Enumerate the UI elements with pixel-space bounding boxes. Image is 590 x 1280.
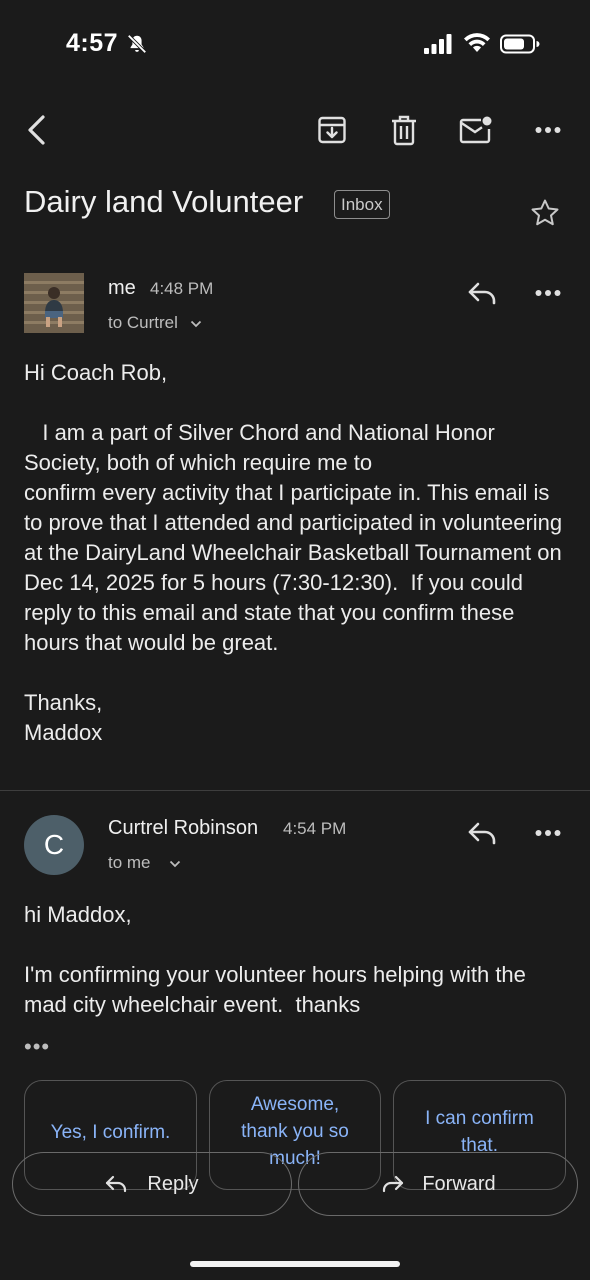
smart-reply-chip[interactable]: Yes, I confirm. <box>24 1080 197 1190</box>
message-more-icon[interactable] <box>528 278 568 308</box>
reply-button[interactable] <box>12 1152 292 1216</box>
chevron-down-icon <box>190 320 202 328</box>
email-subject: Dairy land Volunteer <box>24 184 304 219</box>
archive-icon[interactable] <box>312 112 352 148</box>
status-time: 4:57 <box>66 29 119 57</box>
profile-photo-icon <box>24 273 84 333</box>
reply-icon <box>105 1175 129 1193</box>
show-trimmed-content-button[interactable]: ••• <box>24 1034 51 1059</box>
battery-icon <box>500 34 540 54</box>
inbox-label-badge[interactable]: Inbox <box>334 190 390 219</box>
sender-name: Curtrel Robinson <box>108 817 259 839</box>
star-icon[interactable] <box>528 196 562 230</box>
mark-unread-icon[interactable] <box>456 112 496 148</box>
message-body: hi Maddox, I'm confirming your volunteer hours helping with the mad city wheelchair event. thanks <box>24 902 526 1017</box>
chevron-down-icon <box>169 860 181 868</box>
recipient-label: to me <box>108 853 151 872</box>
reply-button-label: Reply <box>147 1172 199 1195</box>
smart-reply-chip[interactable]: I can confirm that. <box>393 1080 566 1190</box>
forward-button[interactable] <box>298 1152 578 1216</box>
cellular-signal-icon <box>424 34 452 54</box>
message-more-icon[interactable] <box>528 818 568 848</box>
smart-reply-chip[interactable]: Awesome, thank you so much! <box>209 1080 381 1190</box>
recipient-details-toggle[interactable] <box>108 313 202 333</box>
message-body: Hi Coach Rob, I am a part of Silver Chord and National Honor Society, both of which require me to confirm every activity that I participate in. This email is to prove that I attended and participated in volunteering at the DairyLand Wheelchair Basketball Tournament on Dec 14, 2025 for 5 hours (7:30-12:30). If you could reply to this email and state that you confirm these hours that would be great. Thanks, Maddox <box>24 360 563 745</box>
reply-icon[interactable] <box>464 278 500 308</box>
bell-slash-icon <box>126 33 148 55</box>
avatar[interactable] <box>24 273 84 333</box>
avatar[interactable]: C <box>24 815 84 875</box>
wifi-icon <box>463 31 491 53</box>
sender-name: me <box>108 277 136 299</box>
more-icon[interactable] <box>528 112 568 148</box>
back-arrow-icon[interactable] <box>18 112 54 148</box>
reply-icon[interactable] <box>464 818 500 848</box>
message-divider <box>0 790 590 791</box>
home-indicator[interactable] <box>190 1261 400 1267</box>
forward-icon <box>380 1175 404 1193</box>
message-time: 4:48 PM <box>150 279 214 298</box>
status-bar <box>0 0 590 90</box>
recipient-details-toggle[interactable] <box>108 853 181 873</box>
trash-icon[interactable] <box>384 112 424 148</box>
smart-reply-bar <box>0 1078 590 1169</box>
recipient-label: to Curtrel <box>108 313 178 332</box>
message-time: 4:54 PM <box>283 819 347 838</box>
forward-button-label: Forward <box>422 1172 496 1195</box>
